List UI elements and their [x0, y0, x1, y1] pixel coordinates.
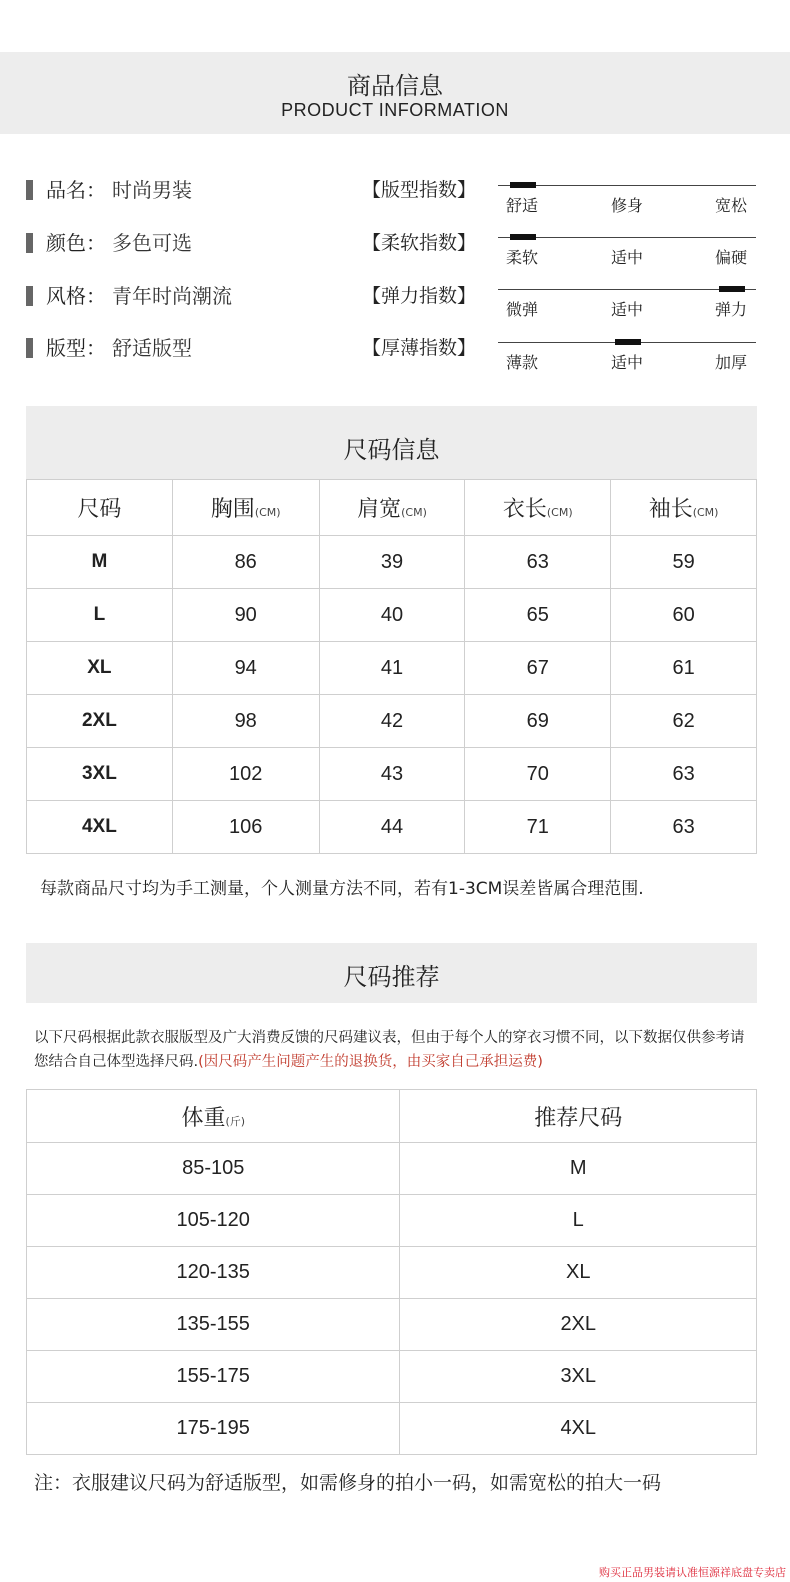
- table-row: [27, 748, 757, 801]
- scale-marker: [719, 286, 745, 292]
- scale-line: [498, 185, 756, 186]
- size-table-header-cell: 衣长(CM): [465, 480, 611, 536]
- size-table-header-cell: 胸围(CM): [172, 480, 319, 536]
- table-cell: 63: [611, 748, 757, 801]
- recommended-size: 3XL: [400, 1351, 757, 1403]
- bullet-bar: [26, 233, 33, 253]
- table-row: [27, 1299, 757, 1351]
- softness-index-scale: [498, 235, 756, 275]
- size-recommend-note: 注：衣服建议尺码为舒适版型，如需修身的拍小一码，如需宽松的拍大一码: [34, 1472, 662, 1494]
- recommend-table: [26, 1089, 757, 1455]
- table-cell: 70: [465, 748, 611, 801]
- attribute-value: 舒适版型: [112, 336, 192, 360]
- table-row: [27, 695, 757, 748]
- size-recommend-intro: [34, 1026, 756, 1074]
- bullet-bar: [26, 338, 33, 358]
- table-cell: 42: [319, 695, 465, 748]
- recommend-table-header-row: [27, 1090, 757, 1143]
- recommended-size: L: [400, 1195, 757, 1247]
- recommend-header-cell: 体重(斤): [27, 1090, 400, 1143]
- thickness-index-scale: [498, 340, 756, 380]
- weight-range: 155-175: [27, 1351, 400, 1403]
- table-cell: 90: [172, 589, 319, 642]
- intro-text: 以下尺码根据此款衣服版型及广大消费反馈的尺码建议表，但由于每个人的穿衣习惯不同，以下数据仅供参考请您结合自己体型选择尺码.: [34, 1030, 745, 1070]
- size-label: 3XL: [27, 748, 173, 801]
- weight-range: 135-155: [27, 1299, 400, 1351]
- elasticity-index-scale: [498, 287, 756, 327]
- table-cell: 41: [319, 642, 465, 695]
- attribute-name: 颜色：: [46, 231, 106, 255]
- attribute-value: 多色可选: [112, 231, 192, 255]
- table-cell: 60: [611, 589, 757, 642]
- weight-range: 105-120: [27, 1195, 400, 1247]
- size-label: 4XL: [27, 801, 173, 854]
- size-info-title: 尺码信息: [343, 436, 440, 464]
- table-cell: 59: [611, 536, 757, 589]
- size-recommend-title: 尺码推荐: [343, 963, 440, 991]
- product-info-subtitle: PRODUCT INFORMATION: [281, 100, 509, 120]
- table-row: [27, 1351, 757, 1403]
- attribute-value: 时尚男装: [112, 178, 192, 202]
- attribute-value: 青年时尚潮流: [112, 284, 232, 308]
- size-table-header-cell: 尺码: [27, 480, 173, 536]
- table-cell: 69: [465, 695, 611, 748]
- intro-warning: (因尺码产生问题产生的退换货，由买家自己承担运费): [198, 1054, 543, 1070]
- table-cell: 102: [172, 748, 319, 801]
- table-cell: 43: [319, 748, 465, 801]
- scale-line: [498, 237, 756, 238]
- table-row: [27, 589, 757, 642]
- table-cell: 65: [465, 589, 611, 642]
- attribute-name: 品名：: [46, 178, 106, 202]
- shop-watermark: 购买正品男装请认准恒源祥底盘专卖店: [599, 1566, 786, 1579]
- weight-range: 120-135: [27, 1247, 400, 1299]
- attribute-name: 版型：: [46, 336, 106, 360]
- scale-option: 适中: [611, 300, 644, 319]
- table-row: [27, 536, 757, 589]
- softness-index-label: 【柔软指数】: [362, 232, 477, 254]
- size-table-header-cell: 袖长(CM): [611, 480, 757, 536]
- table-cell: 86: [172, 536, 319, 589]
- table-row: [27, 1143, 757, 1195]
- table-row: [27, 1403, 757, 1455]
- size-table-header-row: [27, 480, 757, 536]
- attribute-name: 风格：: [46, 284, 106, 308]
- table-cell: 67: [465, 642, 611, 695]
- scale-option: 弹力: [715, 300, 748, 319]
- recommended-size: 4XL: [400, 1403, 757, 1455]
- scale-option: 加厚: [715, 353, 748, 372]
- size-table: [26, 479, 757, 854]
- recommended-size: XL: [400, 1247, 757, 1299]
- scale-marker: [510, 182, 536, 188]
- table-cell: 44: [319, 801, 465, 854]
- table-row: [27, 801, 757, 854]
- table-row: [27, 1247, 757, 1299]
- scale-option: 薄款: [506, 353, 539, 372]
- table-cell: 61: [611, 642, 757, 695]
- product-info-header: [0, 52, 790, 134]
- size-recommend-header: [26, 943, 757, 1003]
- table-cell: 98: [172, 695, 319, 748]
- table-cell: 39: [319, 536, 465, 589]
- fit-index-scale: [498, 183, 756, 223]
- scale-line: [498, 289, 756, 290]
- fit-index-label: 【版型指数】: [362, 179, 477, 201]
- thickness-index-label: 【厚薄指数】: [362, 337, 477, 359]
- scale-option: 微弹: [506, 300, 539, 319]
- scale-option: 宽松: [715, 196, 748, 215]
- recommended-size: 2XL: [400, 1299, 757, 1351]
- table-cell: 63: [611, 801, 757, 854]
- size-label: M: [27, 536, 173, 589]
- size-info-header: [26, 406, 757, 480]
- table-row: [27, 1195, 757, 1247]
- weight-range: 85-105: [27, 1143, 400, 1195]
- size-label: XL: [27, 642, 173, 695]
- recommend-header-cell: 推荐尺码: [400, 1090, 757, 1143]
- table-cell: 62: [611, 695, 757, 748]
- size-table-header-cell: 肩宽(CM): [319, 480, 465, 536]
- elasticity-index-label: 【弹力指数】: [362, 285, 477, 307]
- scale-option: 适中: [611, 248, 644, 267]
- size-label: 2XL: [27, 695, 173, 748]
- scale-option: 修身: [611, 196, 644, 215]
- product-info-title: 商品信息: [347, 72, 443, 100]
- weight-range: 175-195: [27, 1403, 400, 1455]
- table-row: [27, 642, 757, 695]
- scale-marker: [510, 234, 536, 240]
- table-cell: 106: [172, 801, 319, 854]
- scale-option: 适中: [611, 353, 644, 372]
- bullet-bar: [26, 180, 33, 200]
- scale-option: 舒适: [506, 196, 539, 215]
- table-cell: 63: [465, 536, 611, 589]
- table-cell: 94: [172, 642, 319, 695]
- scale-marker: [615, 339, 641, 345]
- bullet-bar: [26, 286, 33, 306]
- scale-option: 柔软: [506, 248, 539, 267]
- size-label: L: [27, 589, 173, 642]
- recommended-size: M: [400, 1143, 757, 1195]
- table-cell: 71: [465, 801, 611, 854]
- table-cell: 40: [319, 589, 465, 642]
- size-info-note: 每款商品尺寸均为手工测量，个人测量方法不同，若有1-3CM误差皆属合理范围.: [40, 879, 644, 899]
- scale-option: 偏硬: [715, 248, 748, 267]
